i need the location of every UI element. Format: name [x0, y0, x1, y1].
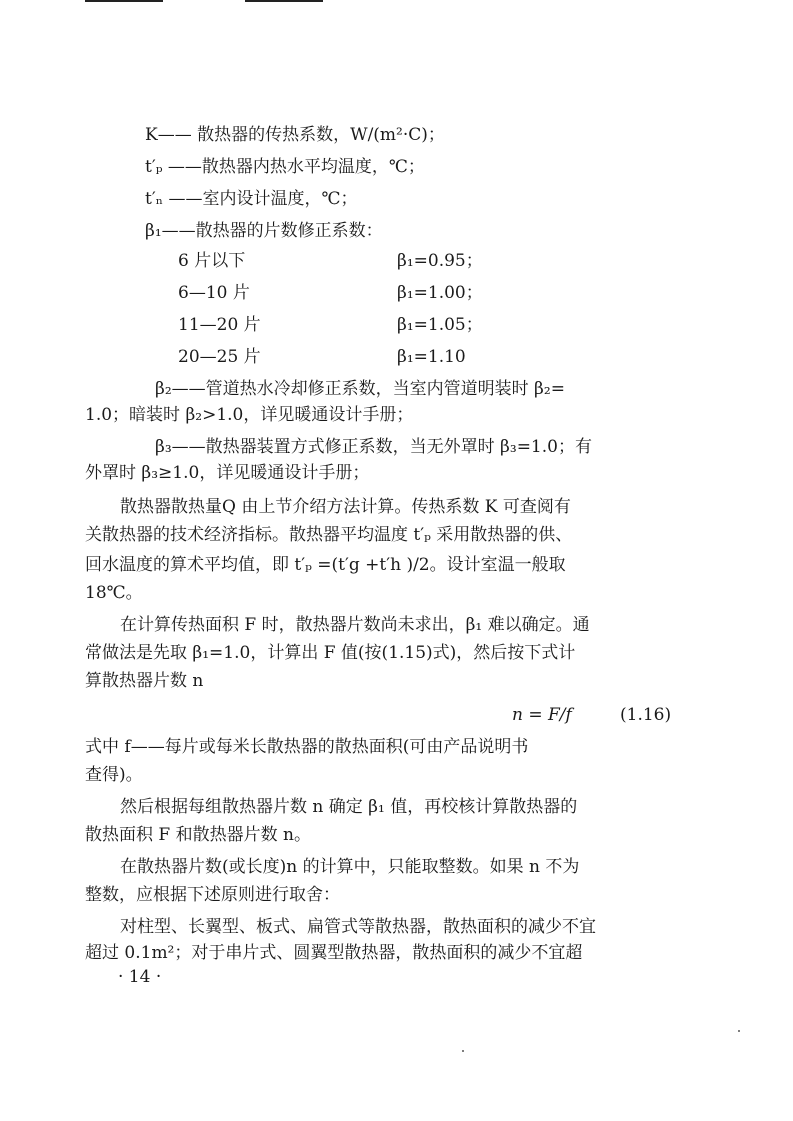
equation-formula: n = F/f — [512, 705, 572, 725]
definition-tn: t′ₙ ——室内设计温度，℃； — [145, 189, 358, 209]
text-line: 散热面积 F 和散热器片数 n。 — [85, 825, 311, 845]
text-line: 外罩时 β₃≥1.0，详见暖通设计手册； — [85, 463, 370, 483]
text-line: 然后根据每组散热器片数 n 确定 β₁ 值，再校核计算散热器的 — [120, 797, 578, 817]
text-line: β₃——散热器装置方式修正系数，当无外罩时 β₃=1.0；有 — [155, 437, 592, 457]
definition-k: K—— 散热器的传热系数，W/(m²·C)； — [145, 125, 445, 145]
text-line: 在计算传热面积 F 时，散热器片数尚未求出，β₁ 难以确定。通 — [120, 615, 590, 635]
text-line: 对柱型、长翼型、板式、扁管式等散热器，散热面积的减少不宜 — [120, 917, 596, 937]
text-line: 18℃。 — [85, 583, 143, 603]
text-line: 式中 f——每片或每米长散热器的散热面积(可由产品说明书 — [85, 737, 529, 757]
beta1-range: 6 片以下 — [178, 251, 246, 271]
text-line: β₂——管道热水冷却修正系数，当室内管道明装时 β₂= — [155, 379, 565, 399]
text-line: 常做法是先取 β₁=1.0，计算出 F 值(按(1.15)式)，然后按下式计 — [85, 643, 576, 663]
text-line: 超过 0.1m²；对于串片式、圆翼型散热器，散热面积的减少不宜超 — [85, 943, 583, 963]
page-number: · 14 · — [118, 967, 162, 987]
beta1-value: β₁=1.10 — [397, 347, 466, 367]
text-line: 在散热器片数(或长度)n 的计算中，只能取整数。如果 n 不为 — [120, 857, 580, 877]
text-line: 1.0；暗装时 β₂>1.0，详见暖通设计手册； — [85, 405, 414, 425]
equation-number: (1.16) — [620, 705, 672, 725]
text-line: 算散热器片数 n — [85, 671, 204, 691]
definition-beta1: β₁——散热器的片数修正系数： — [145, 221, 383, 241]
scan-speck — [738, 1030, 740, 1032]
header-rule-right — [245, 0, 323, 2]
text-line: 散热器散热量Q 由上节介绍方法计算。传热系数 K 可查阅有 — [120, 497, 571, 517]
scan-speck — [462, 1050, 464, 1052]
text-line: 关散热器的技术经济指标。散热器平均温度 t′ₚ 采用散热器的供、 — [85, 525, 573, 545]
beta1-value: β₁=1.00； — [397, 283, 483, 303]
beta1-value: β₁=0.95； — [397, 251, 483, 271]
beta1-range: 11—20 片 — [178, 315, 261, 335]
text-line: 整数，应根据下述原则进行取舍： — [85, 885, 340, 905]
beta1-range: 6—10 片 — [178, 283, 250, 303]
header-rule-left — [85, 0, 163, 2]
text-line: 回水温度的算术平均值，即 t′ₚ =(t′g +t′h )/2。设计室温一般取 — [85, 555, 566, 575]
definition-tp: t′ₚ ——散热器内热水平均温度，℃； — [145, 157, 425, 177]
text-line: 查得)。 — [85, 765, 143, 785]
beta1-range: 20—25 片 — [178, 347, 261, 367]
beta1-value: β₁=1.05； — [397, 315, 483, 335]
